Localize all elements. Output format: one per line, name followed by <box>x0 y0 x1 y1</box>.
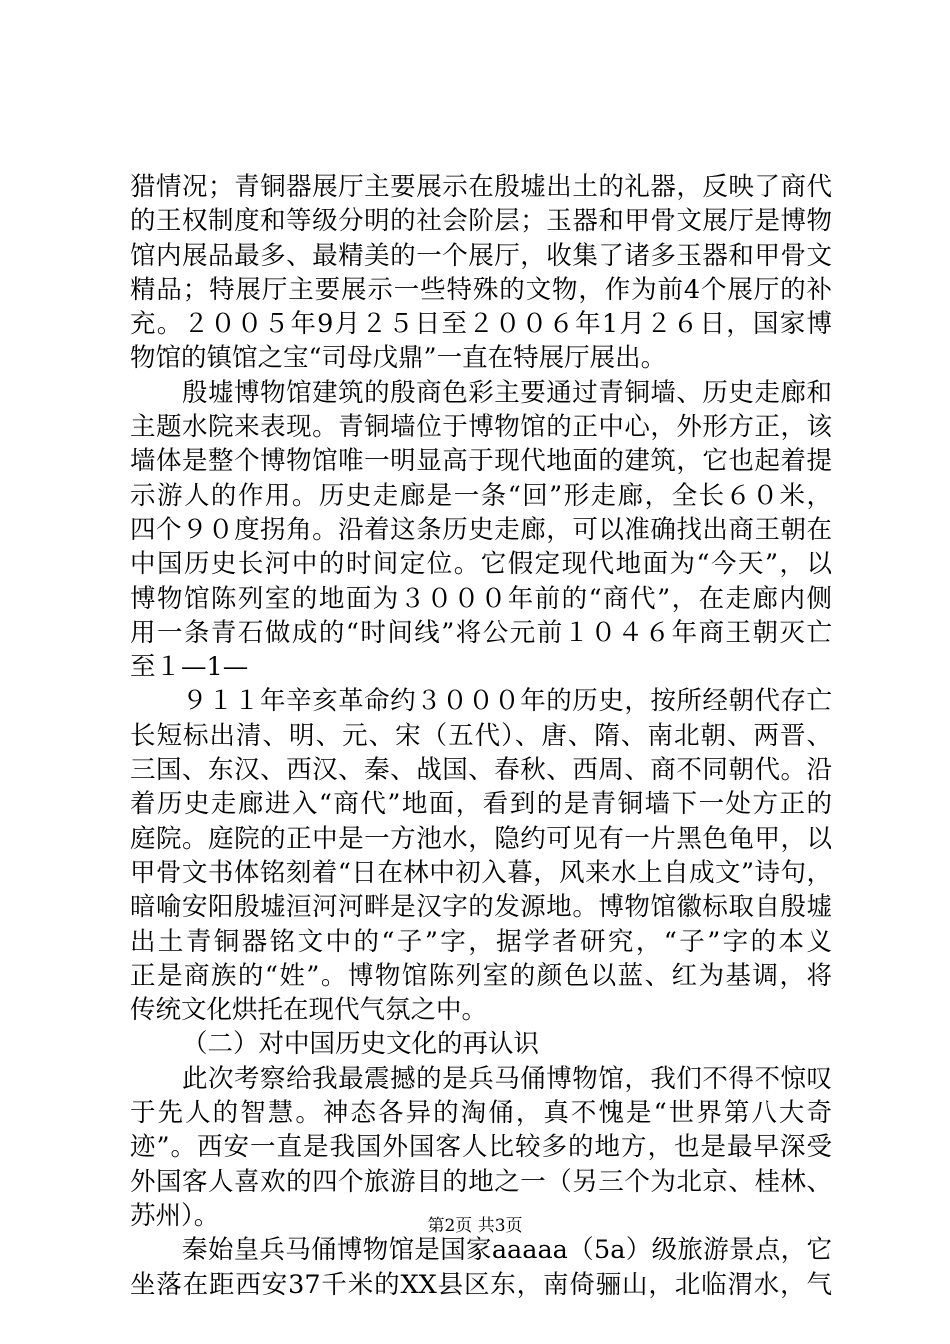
text-line: 甲骨文书体铭刻着“日在林中初入暮，风来水上自成文”诗句， <box>130 857 832 888</box>
page-number: 第2页 共3页 <box>427 1216 523 1236</box>
text-line: 猎情况；青铜器展厅主要展示在殷墟出土的礼器，反映了商代 <box>130 172 832 202</box>
text-line: 三国、东汉、西汉、秦、战国、春秋、西周、商不同朝代。沿 <box>130 755 832 786</box>
paragraph-start-line: 殷墟博物馆建筑的殷商色彩主要通过青铜墙、历史走廊和 <box>182 377 832 408</box>
text-line: 暗喻安阳殷墟洹河河畔是汉字的发源地。博物馆徽标取自殷墟 <box>130 892 832 923</box>
text-line: 馆内展品最多、最精美的一个展厅，收集了诸多玉器和甲骨文 <box>130 240 832 271</box>
text-line: 长短标出清、明、元、宋（五代）、唐、隋、南北朝、两晋、 <box>130 720 832 751</box>
text-line: 外国客人喜欢的四个旅游目的地之一（另三个为北京、桂林、 <box>130 1166 832 1197</box>
text-line: 迹”。西安一直是我国外国客人比较多的地方，也是最早深受 <box>130 1132 832 1163</box>
text-line: 充。２００５年9月２５日至２００６年1月２６日，国家博 <box>130 309 832 340</box>
document-body <box>130 170 832 1302</box>
text-line: 苏州）。 <box>130 1200 220 1231</box>
text-line: 示游人的作用。历史走廊是一条“回”形走廊，全长６０米， <box>130 480 832 511</box>
page-footer <box>0 1215 950 1237</box>
text-line: 墙体是整个博物馆唯一明显高于现代地面的建筑，它也起着提 <box>130 446 832 477</box>
text-line: 庭院。庭院的正中是一方池水，隐约可见有一片黑色龟甲，以 <box>130 823 832 854</box>
text-line: 主题水院来表现。青铜墙位于博物馆的正中心，外形方正，该 <box>130 412 832 443</box>
text-line: 传统文化烘托在现代气氛之中。 <box>130 995 488 1026</box>
text-line: 的王权制度和等级分明的社会阶层；玉器和甲骨文展厅是博物 <box>130 206 832 237</box>
section-heading: （二）对中国历史文化的再认识 <box>182 1029 540 1060</box>
text-line: 至１—1— <box>130 652 249 683</box>
paragraph-start-line: 此次考察给我最震撼的是兵马俑博物馆，我们不得不惊叹 <box>182 1063 832 1094</box>
paragraph-start-line: ９１１年辛亥革命约３０００年的历史，按所经朝代存亡 <box>182 686 832 717</box>
text-line: 正是商族的“姓”。博物馆陈列室的颜色以蓝、红为基调，将 <box>130 960 832 991</box>
paragraph-start-line: 秦始皇兵马俑博物馆是国家aaaaa（5a）级旅游景点，它 <box>182 1235 832 1266</box>
text-line: 着历史走廊进入“商代”地面，看到的是青铜墙下一处方正的 <box>130 789 832 820</box>
text-line: 出土青铜器铭文中的“子”字，据学者研究，“子”字的本义 <box>130 926 832 957</box>
text-line: 坐落在距西安37千米的XX县区东，南倚骊山，北临渭水，气 <box>130 1269 832 1300</box>
text-line: 用一条青石做成的“时间线”将公元前１０４６年商王朝灭亡 <box>130 617 832 648</box>
text-line: 物馆的镇馆之宝“司母戊鼎”一直在特展厅展出。 <box>130 343 667 374</box>
text-line: 博物馆陈列室的地面为３０００年前的“商代”，在走廊内侧 <box>130 583 832 614</box>
text-line: 中国历史长河中的时间定位。它假定现代地面为“今天”，以 <box>130 549 832 580</box>
text-line: 于先人的智慧。神态各异的淘俑，真不愧是“世界第八大奇 <box>130 1098 832 1129</box>
text-line: 精品；特展厅主要展示一些特殊的文物，作为前4个展厅的补 <box>130 274 832 305</box>
text-line: 四个９０度拐角。沿着这条历史走廊，可以准确找出商王朝在 <box>130 514 832 545</box>
